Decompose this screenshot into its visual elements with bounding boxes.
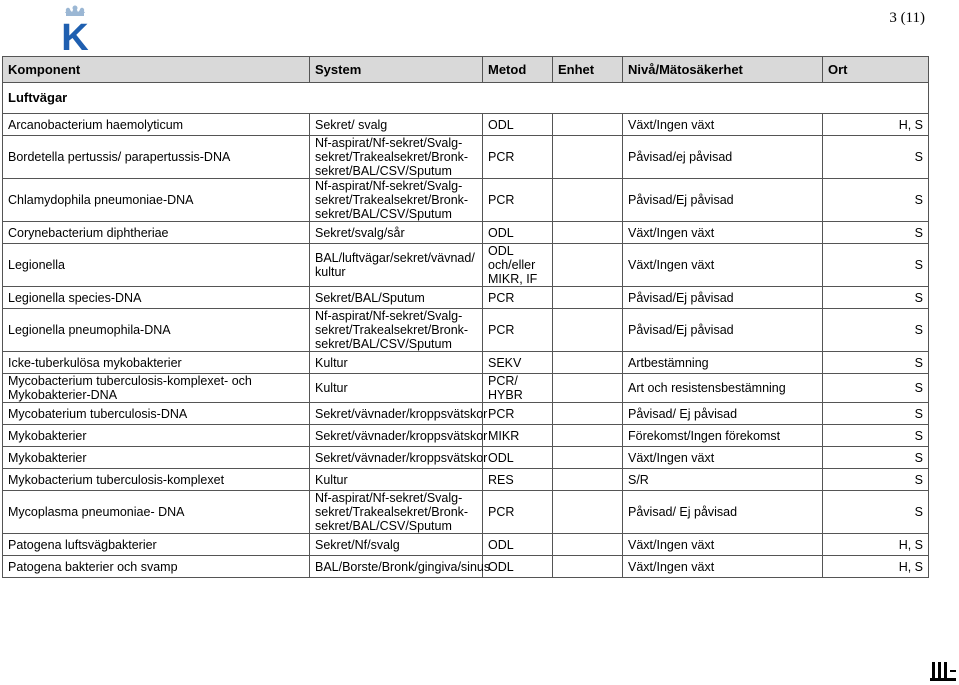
- cell-metod: SEKV: [483, 352, 553, 374]
- cell-metod: PCR: [483, 403, 553, 425]
- section-title: Luftvägar: [3, 83, 929, 114]
- cell-metod: ODL: [483, 534, 553, 556]
- cell-ort: S: [823, 352, 929, 374]
- cell-ort: S: [823, 287, 929, 309]
- cell-komponent: Chlamydophila pneumoniae-DNA: [3, 179, 310, 222]
- cell-ort: H, S: [823, 534, 929, 556]
- cell-niva: S/R: [623, 469, 823, 491]
- cell-system: Sekret/vävnader/kroppsvätskor: [310, 447, 483, 469]
- cell-enhet: [553, 309, 623, 352]
- cell-komponent: Icke-tuberkulösa mykobakterier: [3, 352, 310, 374]
- logo-letter: K: [61, 17, 89, 52]
- cell-metod: PCR/ HYBR: [483, 374, 553, 403]
- cell-niva: Påvisad/Ej påvisad: [623, 179, 823, 222]
- cell-metod: PCR: [483, 491, 553, 534]
- cell-komponent: Arcanobacterium haemolyticum: [3, 114, 310, 136]
- cell-metod: PCR: [483, 309, 553, 352]
- cell-ort: S: [823, 244, 929, 287]
- cell-system: Sekret/vävnader/kroppsvätskor: [310, 403, 483, 425]
- cell-system: Kultur: [310, 469, 483, 491]
- cell-komponent: Mykobacterium tuberculosis-komplexet: [3, 469, 310, 491]
- table-row: [3, 556, 929, 578]
- cell-enhet: [553, 556, 623, 578]
- cell-system: Sekret/Nf/svalg: [310, 534, 483, 556]
- table-row: [3, 534, 929, 556]
- cell-niva: Påvisad/ej påvisad: [623, 136, 823, 179]
- cell-ort: H, S: [823, 556, 929, 578]
- analysis-table: [2, 56, 929, 578]
- table-row: [3, 491, 929, 534]
- cell-niva: Växt/Ingen växt: [623, 556, 823, 578]
- header-niva: Nivå/Mätosäkerhet: [623, 57, 823, 83]
- cell-ort: S: [823, 491, 929, 534]
- cell-niva: Växt/Ingen växt: [623, 222, 823, 244]
- cell-komponent: Legionella: [3, 244, 310, 287]
- cell-enhet: [553, 534, 623, 556]
- footer-logo-icon: [930, 660, 956, 682]
- header-enhet: Enhet: [553, 57, 623, 83]
- header-ort: Ort: [823, 57, 929, 83]
- cell-system: Sekret/svalg/sår: [310, 222, 483, 244]
- cell-niva: Artbestämning: [623, 352, 823, 374]
- table-row: [3, 179, 929, 222]
- header-komponent: Komponent: [3, 57, 310, 83]
- karolinska-logo: [57, 4, 93, 52]
- cell-system: Kultur: [310, 352, 483, 374]
- cell-niva: Art och resistensbestämning: [623, 374, 823, 403]
- table-row: [3, 374, 929, 403]
- cell-komponent: Mycobacterium tuberculosis-komplexet- och Mykobakterier-DNA: [3, 374, 310, 403]
- cell-komponent: Mykobakterier: [3, 447, 310, 469]
- table-row: [3, 309, 929, 352]
- cell-enhet: [553, 491, 623, 534]
- cell-metod: ODL: [483, 556, 553, 578]
- cell-system: BAL/Borste/Bronk/gingiva/sinus: [310, 556, 483, 578]
- cell-metod: ODL: [483, 114, 553, 136]
- table-row: [3, 136, 929, 179]
- cell-niva: Påvisad/ Ej påvisad: [623, 491, 823, 534]
- header-metod: Metod: [483, 57, 553, 83]
- cell-komponent: Legionella species-DNA: [3, 287, 310, 309]
- cell-enhet: [553, 374, 623, 403]
- page-number: 3 (11): [889, 10, 925, 26]
- cell-ort: S: [823, 222, 929, 244]
- cell-komponent: Patogena bakterier och svamp: [3, 556, 310, 578]
- cell-system: Kultur: [310, 374, 483, 403]
- cell-niva: Förekomst/Ingen förekomst: [623, 425, 823, 447]
- cell-metod: PCR: [483, 179, 553, 222]
- cell-system: Nf-aspirat/Nf-sekret/Svalg- sekret/Trakealsekret/Bronk- sekret/BAL/CSV/Sputum: [310, 491, 483, 534]
- table-row: [3, 222, 929, 244]
- cell-ort: S: [823, 136, 929, 179]
- cell-system: Nf-aspirat/Nf-sekret/Svalg- sekret/Trakealsekret/Bronk- sekret/BAL/CSV/Sputum: [310, 136, 483, 179]
- cell-system: Sekret/BAL/Sputum: [310, 287, 483, 309]
- cell-ort: S: [823, 469, 929, 491]
- cell-komponent: Mykobakterier: [3, 425, 310, 447]
- cell-enhet: [553, 179, 623, 222]
- cell-metod: ODL: [483, 222, 553, 244]
- table-row: [3, 447, 929, 469]
- cell-niva: Växt/Ingen växt: [623, 114, 823, 136]
- cell-niva: Påvisad/ Ej påvisad: [623, 403, 823, 425]
- header-row: [3, 57, 929, 83]
- cell-niva: Växt/Ingen växt: [623, 534, 823, 556]
- cell-enhet: [553, 352, 623, 374]
- cell-metod: MIKR: [483, 425, 553, 447]
- crown-icon: [65, 6, 85, 17]
- cell-enhet: [553, 469, 623, 491]
- cell-komponent: Corynebacterium diphtheriae: [3, 222, 310, 244]
- cell-enhet: [553, 114, 623, 136]
- table-row: [3, 352, 929, 374]
- cell-metod: PCR: [483, 136, 553, 179]
- cell-komponent: Bordetella pertussis/ parapertussis-DNA: [3, 136, 310, 179]
- cell-enhet: [553, 447, 623, 469]
- cell-enhet: [553, 244, 623, 287]
- cell-komponent: Mycobaterium tuberculosis-DNA: [3, 403, 310, 425]
- cell-metod: ODL och/eller MIKR, IF: [483, 244, 553, 287]
- cell-komponent: Mycoplasma pneumoniae- DNA: [3, 491, 310, 534]
- cell-metod: ODL: [483, 447, 553, 469]
- cell-system: Sekret/ svalg: [310, 114, 483, 136]
- section-row: [3, 83, 929, 114]
- cell-metod: PCR: [483, 287, 553, 309]
- table-row: [3, 244, 929, 287]
- cell-ort: S: [823, 403, 929, 425]
- cell-system: Sekret/vävnader/kroppsvätskor: [310, 425, 483, 447]
- table-row: [3, 403, 929, 425]
- cell-system: BAL/luftvägar/sekret/vävnad/ kultur: [310, 244, 483, 287]
- cell-ort: S: [823, 374, 929, 403]
- cell-enhet: [553, 287, 623, 309]
- cell-enhet: [553, 222, 623, 244]
- cell-system: Nf-aspirat/Nf-sekret/Svalg- sekret/Trakealsekret/Bronk- sekret/BAL/CSV/Sputum: [310, 309, 483, 352]
- cell-niva: Växt/Ingen växt: [623, 447, 823, 469]
- cell-ort: S: [823, 309, 929, 352]
- table-row: [3, 469, 929, 491]
- cell-metod: RES: [483, 469, 553, 491]
- table-row: [3, 287, 929, 309]
- cell-niva: Växt/Ingen växt: [623, 244, 823, 287]
- cell-ort: S: [823, 425, 929, 447]
- cell-system: Nf-aspirat/Nf-sekret/Svalg- sekret/Trakealsekret/Bronk- sekret/BAL/CSV/Sputum: [310, 179, 483, 222]
- cell-ort: S: [823, 447, 929, 469]
- cell-niva: Påvisad/Ej påvisad: [623, 309, 823, 352]
- table-row: [3, 425, 929, 447]
- header-system: System: [310, 57, 483, 83]
- cell-ort: H, S: [823, 114, 929, 136]
- cell-komponent: Legionella pneumophila-DNA: [3, 309, 310, 352]
- cell-ort: S: [823, 179, 929, 222]
- cell-niva: Påvisad/Ej påvisad: [623, 287, 823, 309]
- cell-enhet: [553, 136, 623, 179]
- cell-komponent: Patogena luftsvägbakterier: [3, 534, 310, 556]
- cell-enhet: [553, 403, 623, 425]
- cell-enhet: [553, 425, 623, 447]
- table-row: [3, 114, 929, 136]
